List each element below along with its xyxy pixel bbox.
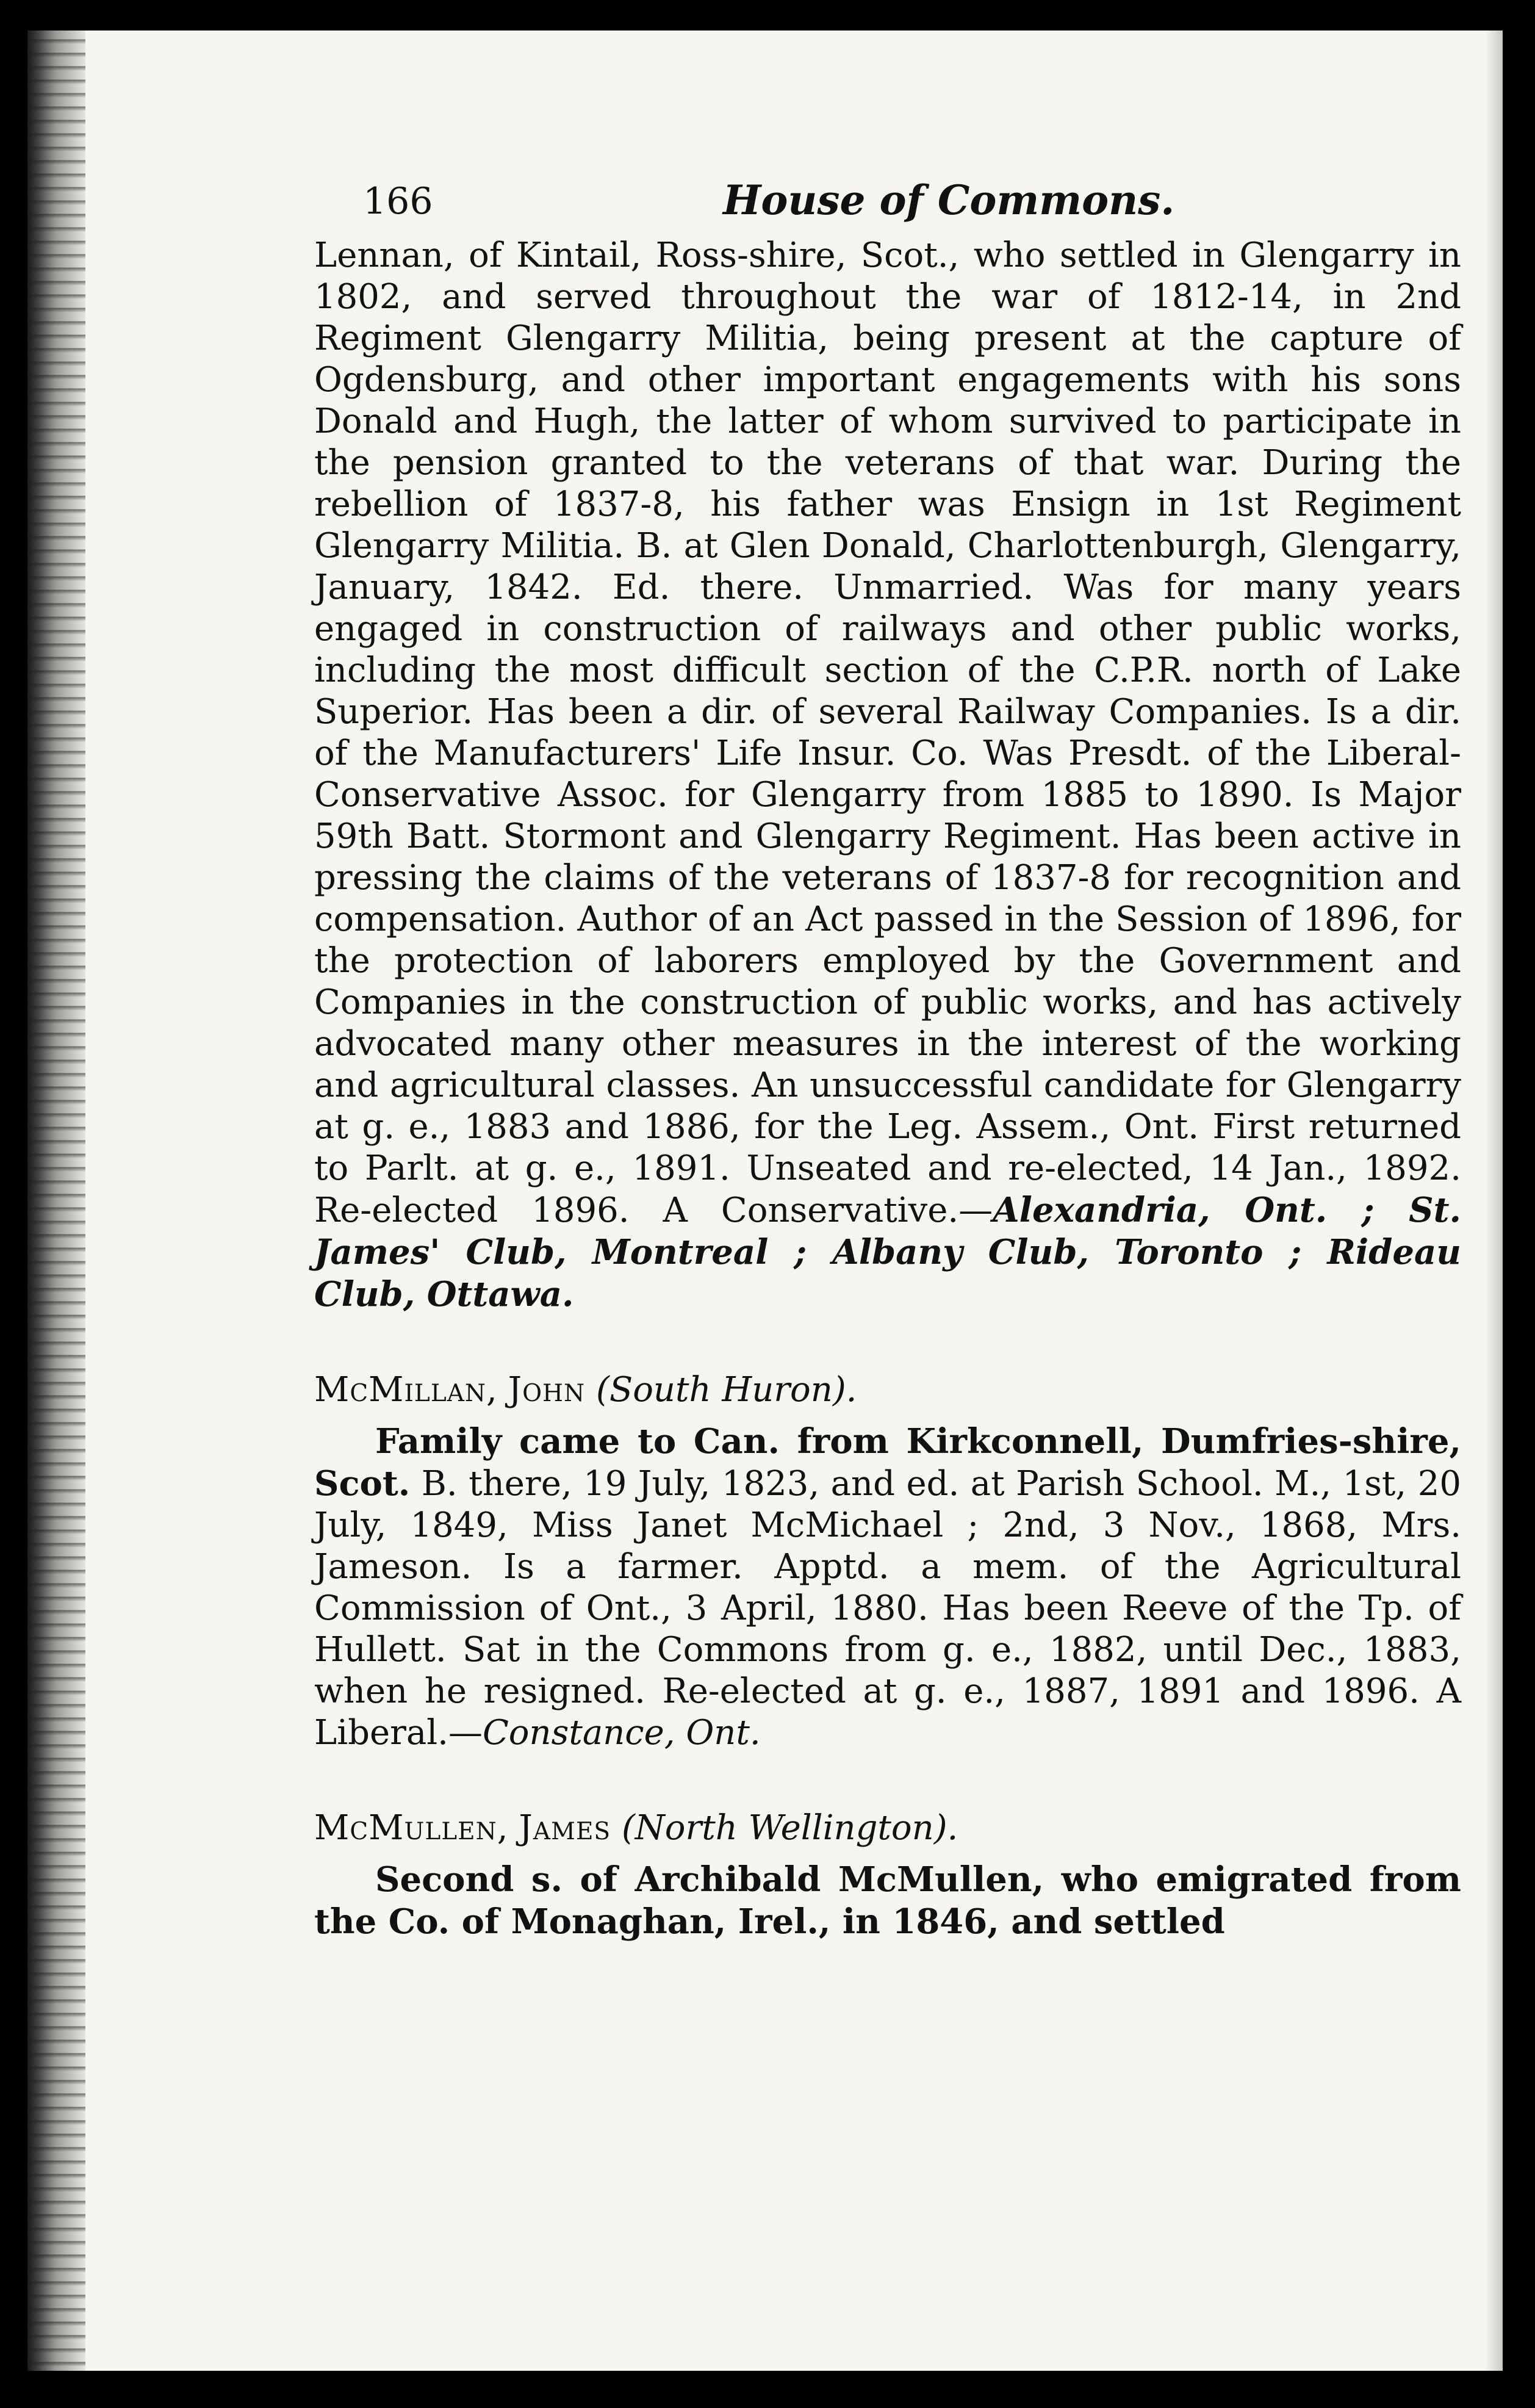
entry-address: Constance, Ont. — [482, 1713, 761, 1753]
page-edge-shadow — [1486, 31, 1503, 2371]
entry-body-mcmullen — [314, 1859, 1461, 1943]
continued-entry — [314, 235, 1461, 1316]
page-number: 166 — [363, 180, 433, 223]
entry-surname: McMillan — [314, 1370, 487, 1410]
entry-constituency: (South Huron). — [596, 1370, 857, 1410]
entry-given-name: James — [519, 1808, 611, 1848]
entry-lead: Second s. of Archibald McMullen, — [375, 1859, 1044, 1900]
entry-lead: Family came to Can. from Kirkconnell, Dumfries-shire, Scot. — [314, 1421, 1461, 1504]
continued-entry-addresses: Alexandria, Ont. ; St. James' Club, Montreal ; Albany Club, Toronto ; Rideau Club, Ottawa. — [314, 1190, 1461, 1314]
entry-body-mcmillan — [314, 1421, 1461, 1754]
continued-entry-body: Lennan, of Kintail, Ross-shire, Scot., who settled in Glengarry in 1802, and served throughout the war of 1812-14, in 2nd Regiment Glengarry Militia, being present at the capture of Ogdensburg, and other important engagements with his sons Donald and Hugh, the latter of whom survived to participate in the pension granted to the veterans of that war. During the rebellion of 1837-8, his father was Ensign in 1st Regiment Glengarry Militia. B. at Glen Donald, Charlottenburgh, Glengarry, January, 1842. Ed. there. Unmarried. Was for many years engaged in construction of railways and other public works, including the most difficult section of the C.P.R. north of Lake Superior. Has been a dir. of several Railway Companies. Is a dir. of the Manufacturers' Life Insur. Co. Was Presdt. of the Liberal-Conservative Assoc. for Glengarry from 1885 to 1890. Is Major 59th Batt. Stormont and Glengarry Regiment. Has been active in pressing the claims of the veterans of 1837-8 for recognition and compensation. Author of an Act passed in the Session of 1896, for the protection of laborers employed by the Government and Companies in the construction of public works, and has actively advocated many other measures in the interest of the working and agricultural classes. An unsuccessful candidate for Glengarry at g. e., 1883 and 1886, for the Leg. Assem., Ont. First returned to Parlt. at g. e., 1891. Unseated and re-elected, 14 Jan., 1892. Re-elected 1896. A Conservative.— — [314, 236, 1461, 1230]
entry-body-text: B. there, 19 July, 1823, and ed. at Parish School. M., 1st, 20 July, 1849, Miss Janet McMichael ; 2nd, 3 Nov., 1868, Mrs. Jameson. Is a farmer. Apptd. a mem. of the Agricultural Commission of Ont., 3 April, 1880. Has been Reeve of the Tp. of Hullett. Sat in the Commons from g. e., 1882, until Dec., 1883, when he resigned. Re-elected at g. e., 1887, 1891 and 1896. A Liberal.— — [314, 1464, 1461, 1753]
binding-gutter — [27, 31, 85, 2371]
page-content — [314, 156, 1461, 1943]
entry-heading-mcmullen: McMullen, James (North Wellington). — [314, 1808, 958, 1848]
entry-body-text: who emigrated from the Co. of Monaghan, Irel., in 1846, and settled — [314, 1859, 1461, 1942]
running-title: House of Commons. — [723, 176, 1175, 224]
page-header — [314, 156, 1461, 235]
entry-heading-mcmillan: McMillan, John (South Huron). — [314, 1370, 857, 1410]
entry-surname: McMullen — [314, 1808, 497, 1848]
scanned-page — [27, 31, 1503, 2371]
entry-constituency: (North Wellington). — [621, 1808, 958, 1848]
entry-given-name: John — [508, 1370, 586, 1410]
